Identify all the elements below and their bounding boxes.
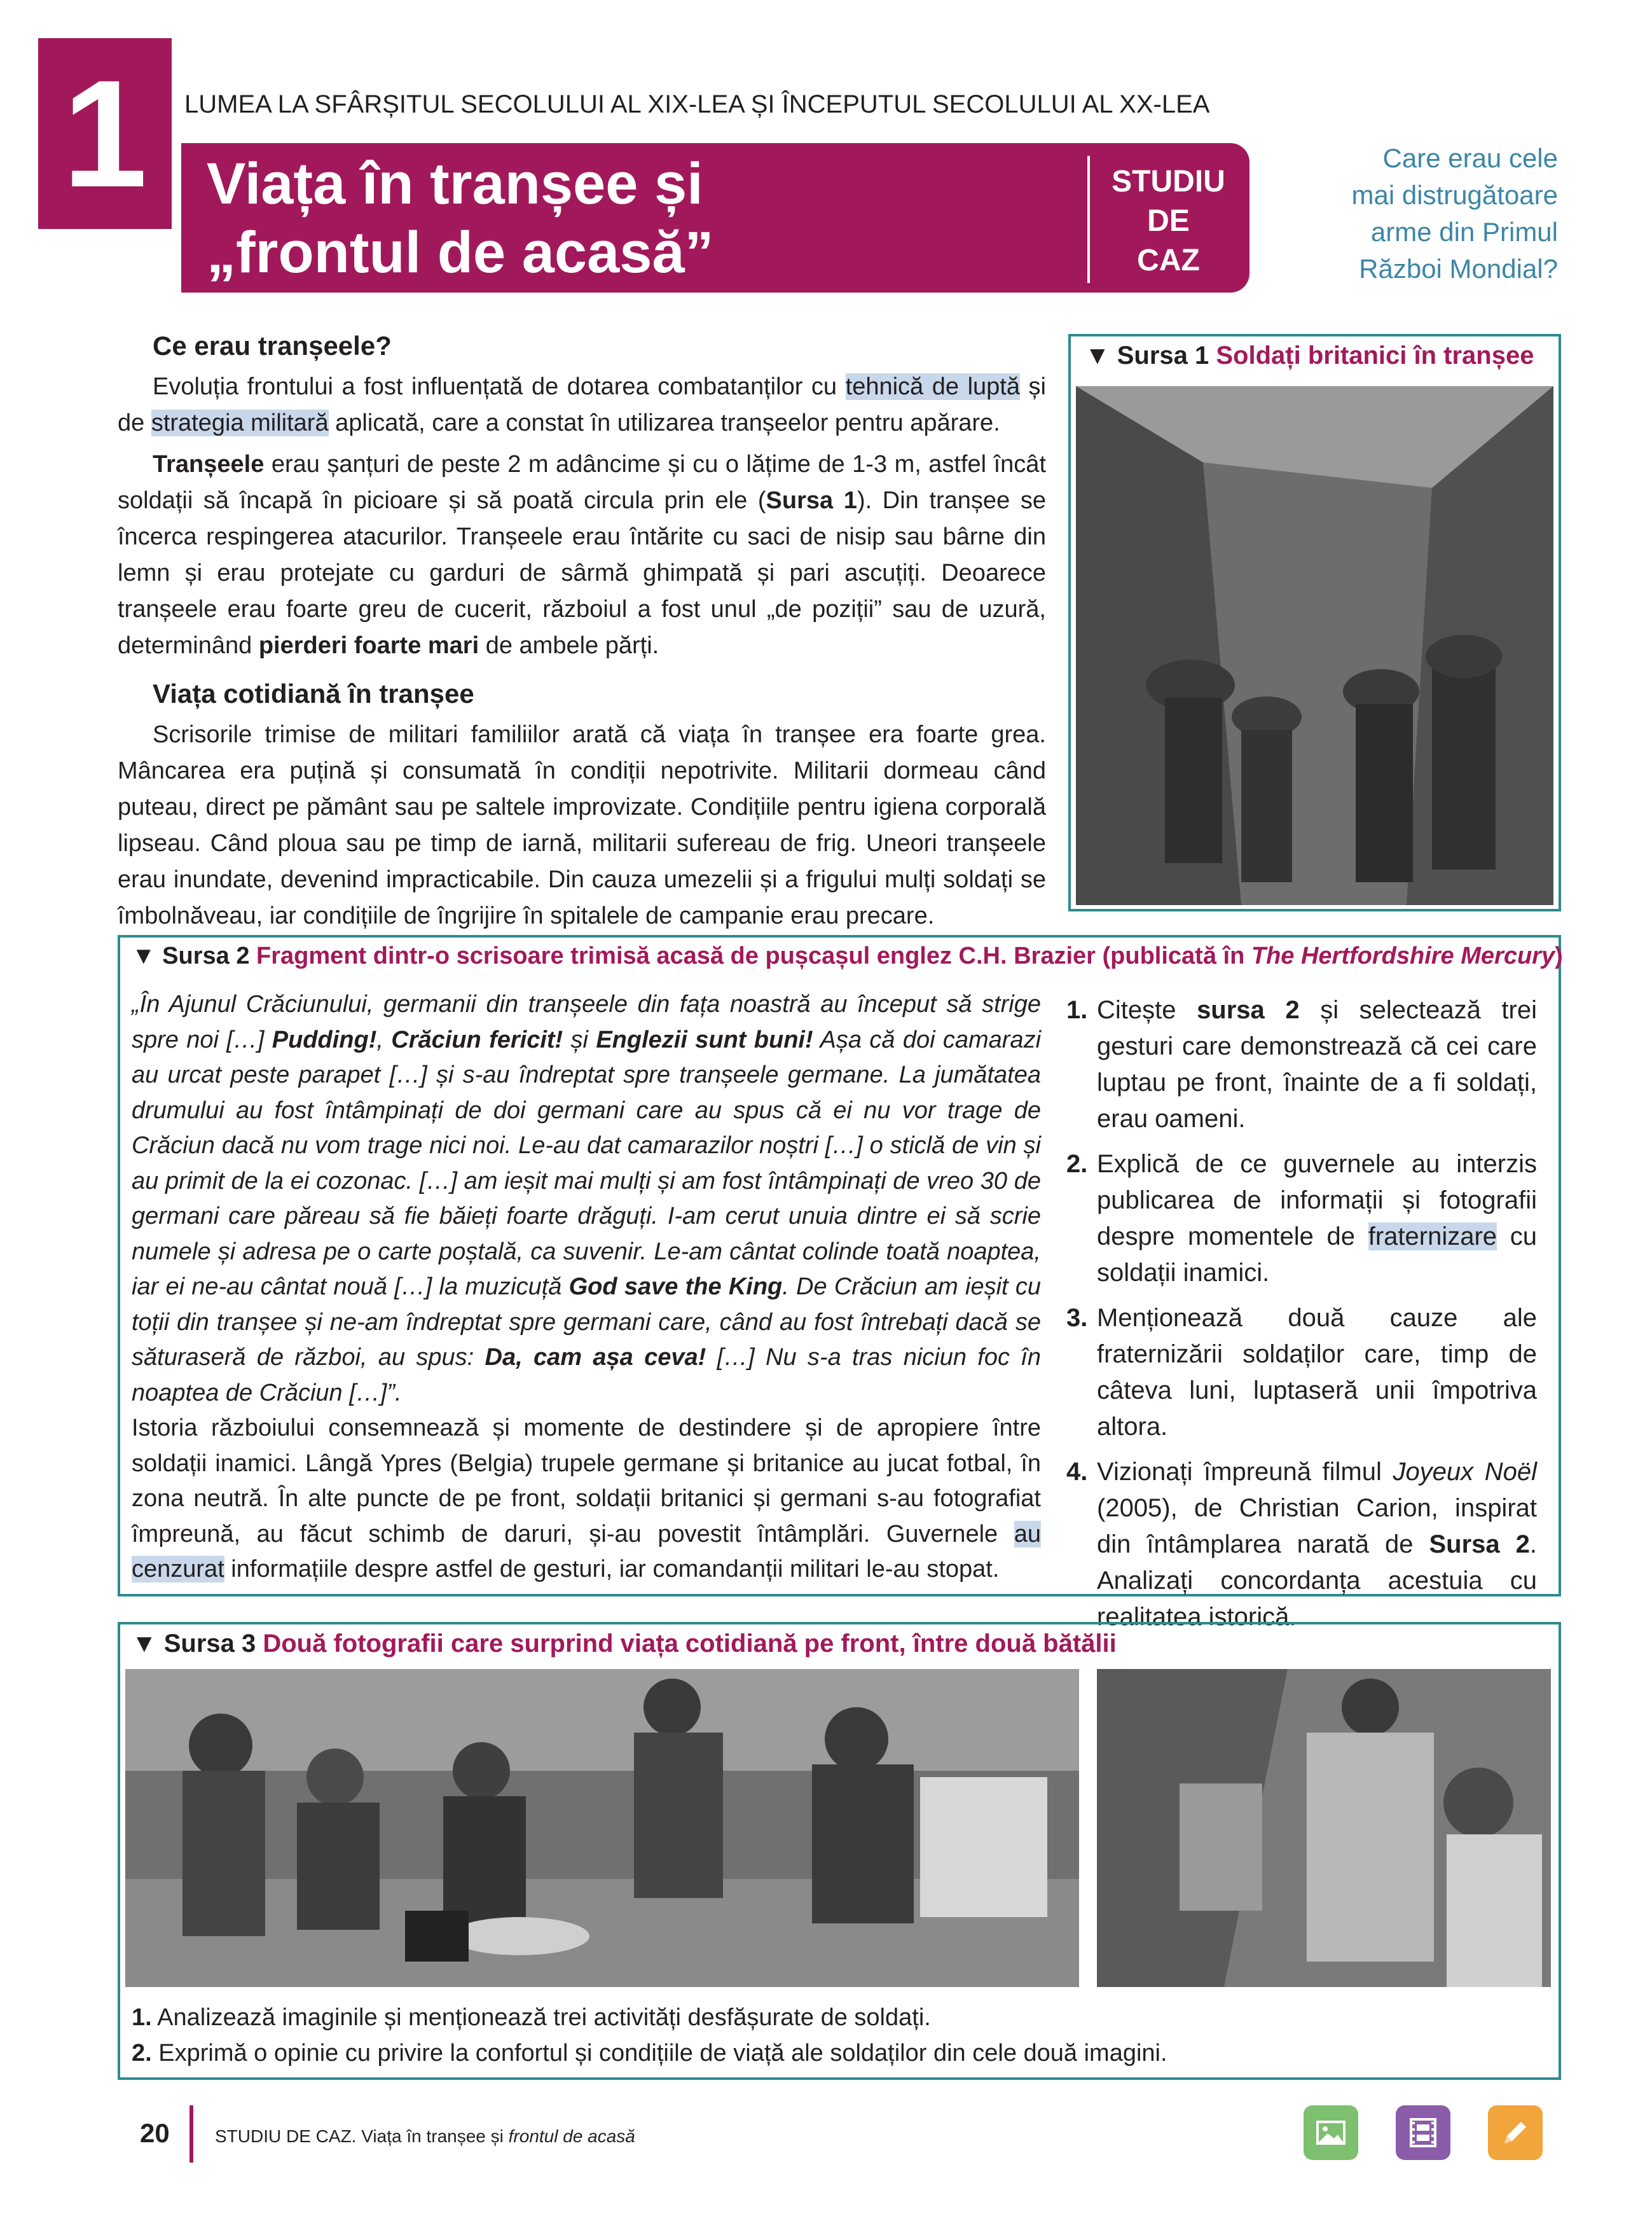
question-item: 1. Citește sursa 2 și selectează trei gesturi care demonstrează că cei care luptau pe front, înainte de a fi soldați, erau oameni. [1066,996,1537,1133]
highlight-term[interactable]: au cenzurat [132,1520,1041,1582]
question-item: 3. Menționează două cauze ale fraternizării soldaților care, timp de câteva luni, luptaseră unii împotriva altora. [1066,1304,1537,1441]
trench-soldiers-photo [1076,386,1553,905]
source-3-box [118,1622,1561,2080]
pencil-icon[interactable] [1488,2105,1543,2160]
page-number: 20 [140,2118,170,2148]
source-1-heading: ▼ Sursa 1 Soldați britanici în tranșee [1085,342,1534,370]
side-question [1278,140,1558,287]
highlight-term[interactable]: tehnică de luptă [845,373,1020,400]
tag-line-2: DE [1147,204,1190,238]
paragraph: Istoria războiului consemnează și momente de destindere și de apropiere între soldații inamici. Lângă Ypres (Belgia) trupele germane și britanice au jucat fotbal, în zona neutră. În alte puncte de pe front, soldații britanici și germani s-au fotografiat împreună, au făcut schimb de daruri, și-au povestit întâmplări. Guvernele au cenzurat informațiile despre astfel de gesturi, iar comandanții militari le-au stopat. [132,1415,1041,1582]
title-divider [1087,156,1090,283]
source-2-box [118,935,1563,1631]
highlight-term[interactable]: fraternizare [1368,1222,1497,1250]
eating-photo-art [125,1669,1079,1987]
side-question-line: Care erau cele [1382,143,1558,173]
film-icon[interactable] [1396,2105,1450,2160]
trench-photo-art [1076,386,1553,905]
soldiers-eating-photo [125,1669,1079,1987]
case-study-tag [1097,162,1240,280]
question-item: 1. Analizează imaginile și menționează trei activități desfășurate de soldați. [132,2004,931,2031]
footer-divider [189,2105,193,2163]
title-bar [181,143,1249,293]
section-heading-daily-life: Viața cotidiană în tranșee [153,679,474,709]
question-item: 4. Vizionați împreună filmul Joyeux Noël (2005), de Christian Carion, inspirat din întâmplarea narată de Sursa 2. Analizați concordanța acestuia cu realitatea istorică. [1066,1458,1537,1631]
title-line-1: Viața în tranșee și [207,151,703,216]
shaving-photo-art [1097,1669,1551,1987]
side-question-line: Război Mondial? [1359,254,1558,284]
side-question-line: arme din Primul [1370,217,1558,247]
paragraph: Scrisorile trimise de militari familiilor arată că viața în tranșee era foarte grea. Mâncarea era puțină și consumată în condiții nepotrivite. Militarii dormeau când puteau, direct pe pământ sau pe saltele improvizate. Condițiile pentru igiena corporală lipseau. Când ploua sau pe timp de iarnă, militarii sufereau de frig. Uneori tranșeele erau inundate, devenind impracticabile. Din cauza umezelii și a frigului mulți soldați se îmbolnăveau, iar condițiile de îngrijire în spitalele de campanie erau precare. [118,721,1046,929]
pencil-icon-glyph [1488,2105,1543,2160]
source-2-text [132,987,1041,1588]
chapter-number: 1 [38,38,172,229]
tag-line-1: STUDIU [1112,165,1225,198]
highlight-term[interactable]: strategia militară [151,410,329,436]
tag-line-3: CAZ [1137,244,1200,277]
footer-text: STUDIU DE CAZ. Viața în tranșee și frontul de acasă [215,2126,635,2146]
section-heading-trenches: Ce erau tranșeele? [153,331,392,361]
letter-quote: „În Ajunul Crăciunului, germanii din tranșeele din fața noastră au început să strige spre noi […] Pudding!, Crăciun fericit! și Englezii sunt buni! Așa că doi camarazi au urcat peste parapet […] și s-au îndreptat spre tranșeele germane. La jumătatea drumului au fost întâmpinați de doi germani care au spus că ei nu vor trage de Crăciun dacă nu vom trage nici noi. Le-au dat camarazilor noștri […] o sticlă de vin și au primit de la ei cozonac. […] am ieșit mai mulți și am fost întâmpinați de vreo 30 de germani care păreau să fie băieți foarte drăguți. I-am cerut unuia dintre ei să scrie numele și adresa pe o carte poștală, ca suvenir. Le-am cântat colinde toată noaptea, iar ei ne-au cântat nouă […] la muzicuță God save the King. De Crăciun am ieșit cu toții din tranșee și ne-am îndreptat spre germani care, când au fost întrebați dacă se săturaseră de război, au spus: Da, cam așa ceva! […] Nu s-a tras niciun foc în noaptea de Crăciun […]”. [132,991,1042,1406]
source-3-heading: ▼ Sursa 3 Două fotografii care surprind viața cotidiană pe front, între două bătălii [132,1630,1117,1658]
image-icon[interactable] [1304,2105,1358,2160]
title-line-2: „frontul de acasă” [207,220,714,285]
chapter-subtitle: LUMEA LA SFÂRȘITUL SECOLULUI AL XIX-LEA ȘI ÎNCEPUTUL SECOLULUI AL XX-LEA [184,90,1210,118]
film-icon-glyph [1396,2105,1450,2160]
side-question-line: mai distrugătoare [1351,180,1558,210]
soldier-shaving-photo [1097,1669,1551,1987]
question-item: 2. Exprimă o opinie cu privire la confortul și condițiile de viață ale soldaților din cele două imagini. [132,2040,1167,2067]
page-title [207,149,714,287]
source-3-questions [132,2000,1167,2071]
source-2-heading: ▼ Sursa 2 Fragment dintr-o scrisoare trimisă acasă de pușcașul englez C.H. Brazier (publicată în The Hertfordshire Mercury) [132,943,1563,969]
paragraph: Tranșeele erau șanțuri de peste 2 m adâncime și cu o lățime de 1-3 m, astfel încât soldații să încapă în picioare și să poată circula prin ele (Sursa 1). Din tranșee se încerca respingerea atacurilor. Tranșeele erau întărite cu saci de nisip sau bârne din lemn și erau protejate cu garduri de sârmă ghimpată și pari ascuțiți. Deoarece tranșeele erau foarte greu de cucerit, războiul a fost unul „de poziții” sau de uzură, determinând pierderi foarte mari de ambele părți. [118,451,1046,659]
image-icon-glyph [1304,2105,1358,2160]
source-1-box [1068,334,1561,911]
main-text [118,328,1046,934]
question-item: 2. Explică de ce guvernele au interzis publicarea de informații și fotografii despre momentele de fraternizare cu soldații inamici. [1066,1150,1537,1287]
paragraph: Evoluția frontului a fost influențată de dotarea combatanților cu tehnică de luptă și de strategia militară aplicată, care a constat în utilizarea tranșeelor pentru apărare. [118,373,1046,436]
source-2-questions [1066,992,1537,1644]
